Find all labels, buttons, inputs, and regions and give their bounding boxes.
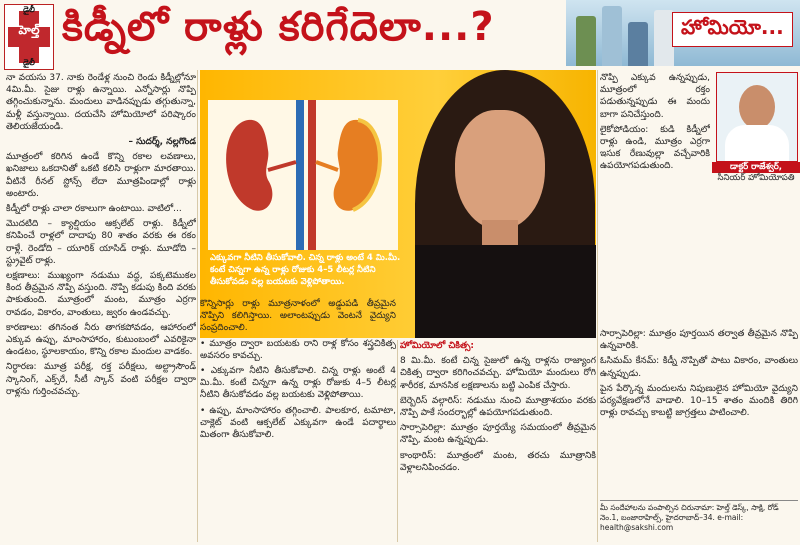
daily-health-logo bbox=[4, 4, 54, 70]
bottle-shape bbox=[628, 22, 648, 66]
section-tag: హోమియో... bbox=[672, 12, 793, 47]
paragraph: బెర్బెరిస్ వల్గారిస్: నడుము నుంచి మూత్రాశయం వరకు నొప్పి పాకే సందర్భాల్లో ఉపయోగపడుతుంది. bbox=[400, 395, 596, 419]
paragraph: నిర్ధారణ: మూత్ర పరీక్ష, రక్త పరీక్షలు, అల్ట్రాసౌండ్ స్కానింగ్, ఎక్స్‌రే, సీటీ స్కాన్ వంటి పరీక్షల ద్వారా రాళ్లను గుర్తించవచ్చు. bbox=[6, 362, 196, 397]
doctor-coat bbox=[725, 125, 789, 162]
paragraph: • మూత్రం ద్వారా బయటకు రాని రాళ్ల కోసం శస్త్రచికిత్స అవసరం కావచ్చు. bbox=[200, 338, 396, 361]
bottle-shape bbox=[576, 16, 596, 66]
column-1 bbox=[6, 72, 196, 540]
paragraph: లక్షణాలు: ముఖ్యంగా నడుము వద్ద, పక్కటెముకల కింద తీవ్రమైన నొప్పి వస్తుంది. నొప్పి కడుపు కింది వరకు పాకుతుంది. మూత్రంలో మంట, మూత్రం ఎర్రగా రావడం, వికారం, వాంతులు, జ్వరం ఉండవచ్చు. bbox=[6, 271, 196, 318]
logo-top-text: డైలీ bbox=[23, 5, 35, 14]
paragraph: లైకోపోడియం: కుడి కిడ్నీలో రాళ్లు ఉండి, మూత్రం ఎర్రగా ఇసుక రేణువుల్లా వచ్చేవారికి ఉపయోగపడుతుంది. bbox=[600, 124, 710, 172]
article-headline: కిడ్నీలో రాళ్లు కరిగేదెలా...? bbox=[62, 4, 495, 50]
reader-signature: – సుదర్శ్, నల్లగొండ bbox=[128, 137, 196, 148]
logo-bottom-text: డైలీ bbox=[23, 58, 35, 67]
paragraph: సార్సాపెరిల్లా: మూత్రం పూర్తయిన తర్వాత తీవ్రమైన నొప్పి ఉన్నవారికి. bbox=[600, 329, 798, 352]
paragraph: నా వయసు 37. నాకు రెండేళ్ల నుంచి రెండు కిడ్నీల్లోనూ 4మి.మీ. సైజు రాళ్లు ఉన్నాయి. ఎన్నోసార్లు నొప్పి తగ్గించుకున్నాను. మందులు వాడినప్పుడు తగ్గుతున్నా, మళ్లీ వస్తున్నాయి. దయచేసి హోమియోలో పరిష్కారం తెలియజేయండి. bbox=[6, 73, 196, 132]
paragraph: 8 మి.మీ. కంటే చిన్న సైజులో ఉన్న రాళ్లను రాజ్యాంగ చికిత్స ద్వారా కరిగించవచ్చు. హోమియో మందులు రోగి శారీరక, మానసిక లక్షణాలను బట్టి ఎంపిక చేస్తారు. bbox=[400, 356, 596, 391]
section-subheading: హోమియోలో చికిత్స: bbox=[400, 341, 475, 351]
doctor-face bbox=[739, 85, 775, 129]
woman-saree bbox=[415, 245, 596, 338]
paragraph: • ఉప్పు, మాంసాహారం తగ్గించాలి. పాలకూర, టమాటా, చాక్లెట్ వంటి ఆక్సలేట్ ఎక్కువగా ఉండే పదార్థాలు మితంగా తీసుకోవాలి. bbox=[200, 405, 396, 441]
column-3 bbox=[400, 340, 596, 540]
column-divider bbox=[597, 70, 598, 542]
paragraph: కాంథారిస్: మూత్రంలో మంట, తరచు మూత్రానికి వెళ్లాలనిపించడం. bbox=[400, 450, 596, 473]
contact-footer: మీ సందేహాలను పంపాల్సిన చిరునామా: హెల్త్ డెస్క్, సాక్షి, రోడ్ నెం.1, బంజారాహిల్స్, హైదరాబాద్–34. e-mail: health@sakshi.com bbox=[600, 500, 798, 545]
paragraph: మూత్రంలో కరిగిన ఉండే కొన్ని రకాల లవణాలు, ఖనిజాలు ఒకదానితో ఒకటి కలిసి రాళ్లుగా మారతాయి. వీటినే రీనల్ స్టోన్స్ లేదా మూత్రపిండాల్లో రాళ్లు అంటారు. bbox=[6, 152, 196, 199]
woman-face bbox=[455, 110, 545, 230]
paragraph: కారణాలు: తగినంత నీరు తాగకపోవడం, ఆహారంలో ఎక్కువ ఉప్పు, మాంసాహారం, కుటుంబంలో ఎవరికైనా ఉండటం, స్థూలకాయం, కొన్ని రకాల మందుల వాడకం. bbox=[6, 322, 196, 358]
paragraph: ఓసిమమ్ కేనమ్: కిడ్నీ నొప్పితో పాటు వికారం, వాంతులు ఉన్నప్పుడు. bbox=[600, 356, 798, 379]
bottle-shape bbox=[654, 10, 674, 66]
column-divider bbox=[197, 70, 198, 542]
doctor-title: సీనియర్ హోమియోపతి bbox=[717, 173, 795, 183]
column-5 bbox=[600, 328, 798, 498]
column-divider bbox=[397, 340, 398, 542]
paragraph: కిడ్నీలో రాళ్లు చాలా రకాలుగా ఉంటాయి. వాటిలో... bbox=[6, 204, 182, 215]
paragraph: నొప్పి ఎక్కువ ఉన్నప్పుడు, మూత్రంలో రక్తం పడుతున్నప్పుడు ఈ మందు బాగా పనిచేస్తుంది. bbox=[600, 73, 710, 120]
logo-main-text: హెల్త్ bbox=[18, 23, 40, 37]
photo-caption: ఎక్కువగా నీటిని తీసుకోవాలి. చిన్న రాళ్లు అంటే 4 మి.మీ. కంటే చిన్నగా ఉన్న రాళ్లు రోజుకు 4–5 లీటర్ల నీటిని తీసుకోవడం వల్ల బయటకు వెళ్లిపోతాయి. bbox=[210, 253, 401, 287]
paragraph: పైన పేర్కొన్న మందులను నిపుణులైన హోమియో వైద్యుని పర్యవేక్షణలోనే వాడాలి. 10–15 శాతం మందికి తిరిగి రాళ్లు రావచ్చు కాబట్టి జాగ్రత్తలు పాటించాలి. bbox=[600, 383, 798, 419]
paragraph: మొదటిది – క్యాల్షియం ఆక్సలేట్ రాళ్లు. కిడ్నీలో కనిపించే రాళ్లలో దాదాపు 80 శాతం వరకు ఈ రకం రాళ్లే. రెండోది – యూరిక్ యాసిడ్ రాళ్లు. మూడోది – స్ట్రువైట్ రాళ్లు. bbox=[6, 219, 196, 266]
doctor-byline bbox=[712, 162, 800, 184]
paragraph: కొన్నిసార్లు రాళ్లు మూత్రనాళంలో అడ్డుపడి తీవ్రమైన నొప్పిని కలిగిస్తాయి. అలాంటప్పుడు వెంటనే వైద్యుని సంప్రదించాలి. bbox=[200, 299, 396, 334]
kidney-icon bbox=[208, 100, 398, 250]
column-2 bbox=[200, 298, 396, 540]
column-4 bbox=[600, 72, 710, 327]
paragraph: సార్సాపెరిల్లా: మూత్రం పూర్తయ్యే సమయంలో తీవ్రమైన నొప్పి, మంట ఉన్నప్పుడు. bbox=[400, 423, 596, 446]
doctor-name: డాక్టర్ రాజేశ్వర్, bbox=[712, 162, 800, 173]
bottle-shape bbox=[602, 6, 622, 66]
kidney-illustration bbox=[208, 100, 398, 250]
doctor-photo bbox=[716, 72, 798, 162]
paragraph: • ఎక్కువగా నీటిని తీసుకోవాలి. చిన్న రాళ్లు అంటే 4 మి.మీ. కంటే చిన్నగా ఉన్న రాళ్లు రోజుకు 4–5 లీటర్ల నీటిని తీసుకోవడం వల్ల బయటకు వెళ్లిపోతాయి. bbox=[200, 366, 396, 401]
